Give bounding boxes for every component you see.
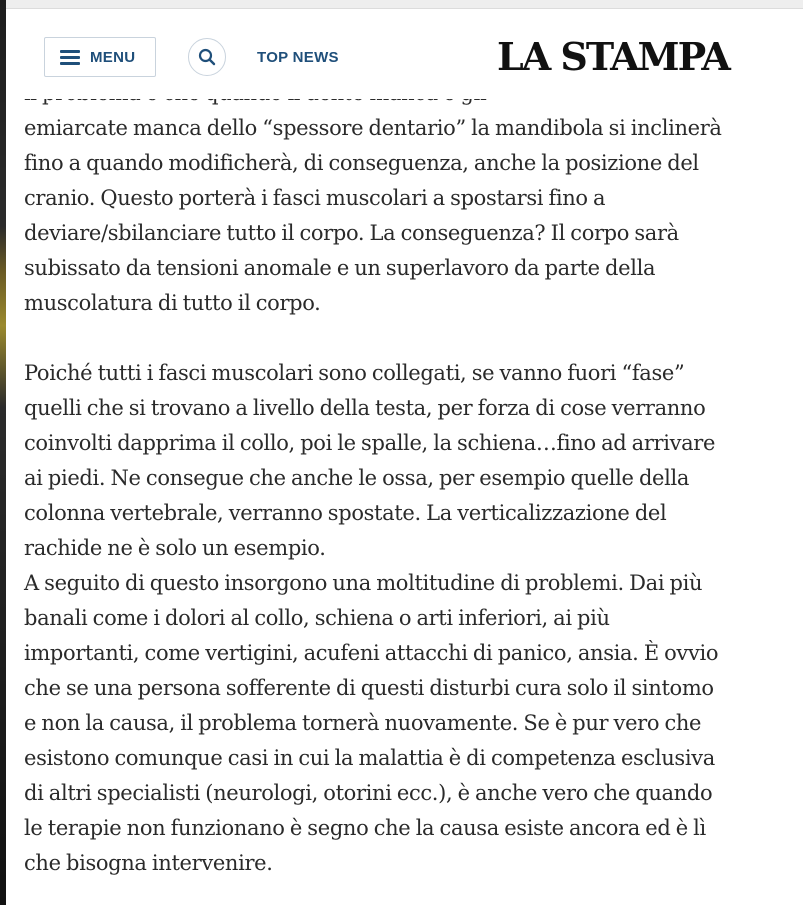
paragraph-spacer [24, 321, 784, 356]
text-line: quelli che si trovano a livello della testa, per forza di cose verranno [24, 396, 706, 420]
article-paragraph-2 [24, 356, 784, 566]
text-line: esistono comunque casi in cui la malattia è di competenza esclusiva [24, 746, 715, 770]
hamburger-icon [60, 50, 80, 64]
text-line: banali come i dolori al collo, schiena o arti inferiori, ai più [24, 606, 610, 630]
text-line: colonna vertebrale, verranno spostate. La verticalizzazione del [24, 501, 667, 525]
search-icon [198, 48, 216, 66]
text-line: importanti, come vertigini, acufeni attacchi di panico, ansia. È ovvio [24, 641, 719, 665]
text-line: A seguito di questo insorgono una moltitudine di problemi. Dai più [24, 571, 703, 595]
browser-top-border [0, 0, 803, 9]
article-body [24, 76, 784, 881]
text-line: coinvolti dapprima il collo, poi le spalle, la schiena…fino ad arrivare [24, 431, 716, 455]
top-news-link[interactable]: TOP NEWS [257, 49, 339, 66]
text-line: di altri specialisti (neurologi, otorini ecc.), è anche vero che quando [24, 781, 713, 805]
text-line: le terapie non funzionano è segno che la causa esiste ancora ed è lì [24, 816, 706, 840]
text-line: subissato da tensioni anomale e un superlavoro da parte della [24, 256, 656, 280]
text-line: e non la causa, il problema tornerà nuovamente. Se è pur vero che [24, 711, 702, 735]
text-line: deviare/sbilanciare tutto il corpo. La conseguenza? Il corpo sarà [24, 221, 679, 245]
text-line: ai piedi. Ne consegue che anche le ossa, per esempio quelle della [24, 466, 690, 490]
text-line: cranio. Questo porterà i fasci muscolari a spostarsi fino a [24, 186, 606, 210]
site-header [6, 9, 803, 99]
menu-button[interactable] [44, 37, 156, 77]
search-button[interactable] [188, 38, 226, 76]
text-line: emiarcate manca dello “spessore dentario” la mandibola si inclinerà [24, 116, 722, 140]
text-line: Poiché tutti i fasci muscolari sono collegati, se vanno fuori “fase” [24, 361, 685, 385]
text-line: che se una persona sofferente di questi disturbi cura solo il sintomo [24, 676, 714, 700]
page-edge-strip [0, 0, 6, 905]
text-line: che bisogna intervenire. [24, 851, 273, 875]
la-stampa-logo[interactable]: LA STAMPA [497, 34, 729, 79]
text-line: rachide ne è solo un esempio. [24, 536, 326, 560]
article-paragraph-1 [24, 111, 784, 321]
menu-label: MENU [90, 48, 136, 66]
text-line: fino a quando modificherà, di conseguenza, anche la posizione del [24, 151, 699, 175]
text-line: muscolatura di tutto il corpo. [24, 291, 321, 315]
article-paragraph-3 [24, 566, 784, 881]
